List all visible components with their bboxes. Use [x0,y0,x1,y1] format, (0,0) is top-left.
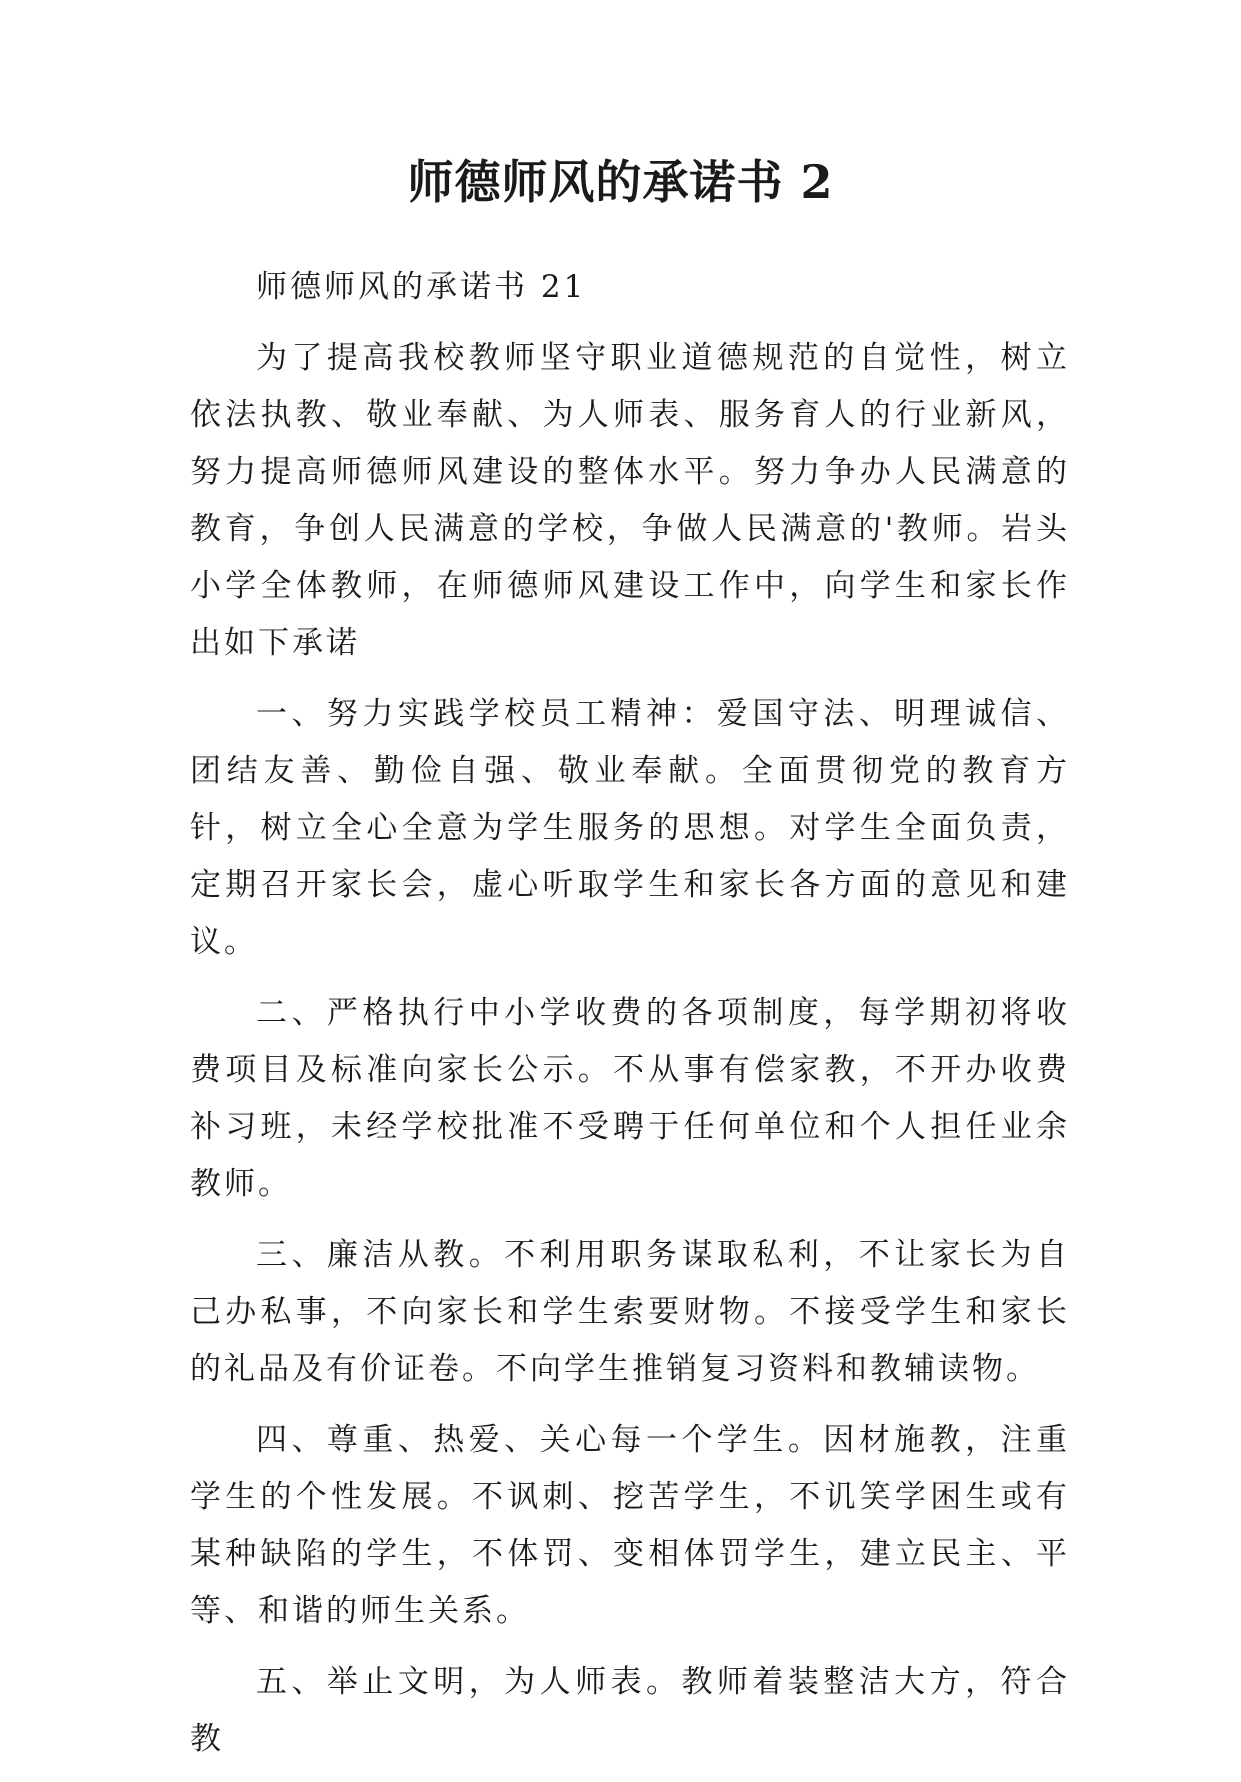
paragraph-item-3: 三、廉洁从教。不利用职务谋取私利，不让家长为自己办私事，不向家长和学生索要财物。不接受学生和家长的礼品及有价证卷。不向学生推销复习资料和教辅读物。 [190,1237,1070,1387]
paragraph-subtitle: 师德师风的承诺书 21 [256,269,587,305]
paragraph-item-1: 一、努力实践学校员工精神：爱国守法、明理诚信、团结友善、勤俭自强、敬业奉献。全面贯彻党的教育方针，树立全心全意为学生服务的思想。对学生全面负责，定期召开家长会，虚心听取学生和家长各方面的意见和建议。 [190,696,1070,960]
document-body [190,259,1070,1782]
paragraph-item-2: 二、严格执行中小学收费的各项制度，每学期初将收费项目及标准向家长公示。不从事有偿家教，不开办收费补习班，未经学校批准不受聘于任何单位和个人担任业余教师。 [190,995,1070,1202]
document-title: 师德师风的承诺书 2 [407,155,834,209]
paragraph-item-4: 四、尊重、热爱、关心每一个学生。因材施教，注重学生的个性发展。不讽刺、挖苦学生，不讥笑学困生或有某种缺陷的学生，不体罚、变相体罚学生，建立民主、平等、和谐的师生关系。 [190,1422,1070,1629]
paragraph-intro: 为了提高我校教师坚守职业道德规范的自觉性，树立依法执教、敬业奉献、为人师表、服务育人的行业新风，努力提高师德师风建设的整体水平。努力争办人民满意的教育，争创人民满意的学校，争做人民满意的'教师。岩头小学全体教师，在师德师风建设工作中，向学生和家长作出如下承诺 [190,340,1070,661]
paragraph-item-5: 五、举止文明，为人师表。教师着装整洁大方，符合教 [190,1664,1070,1757]
